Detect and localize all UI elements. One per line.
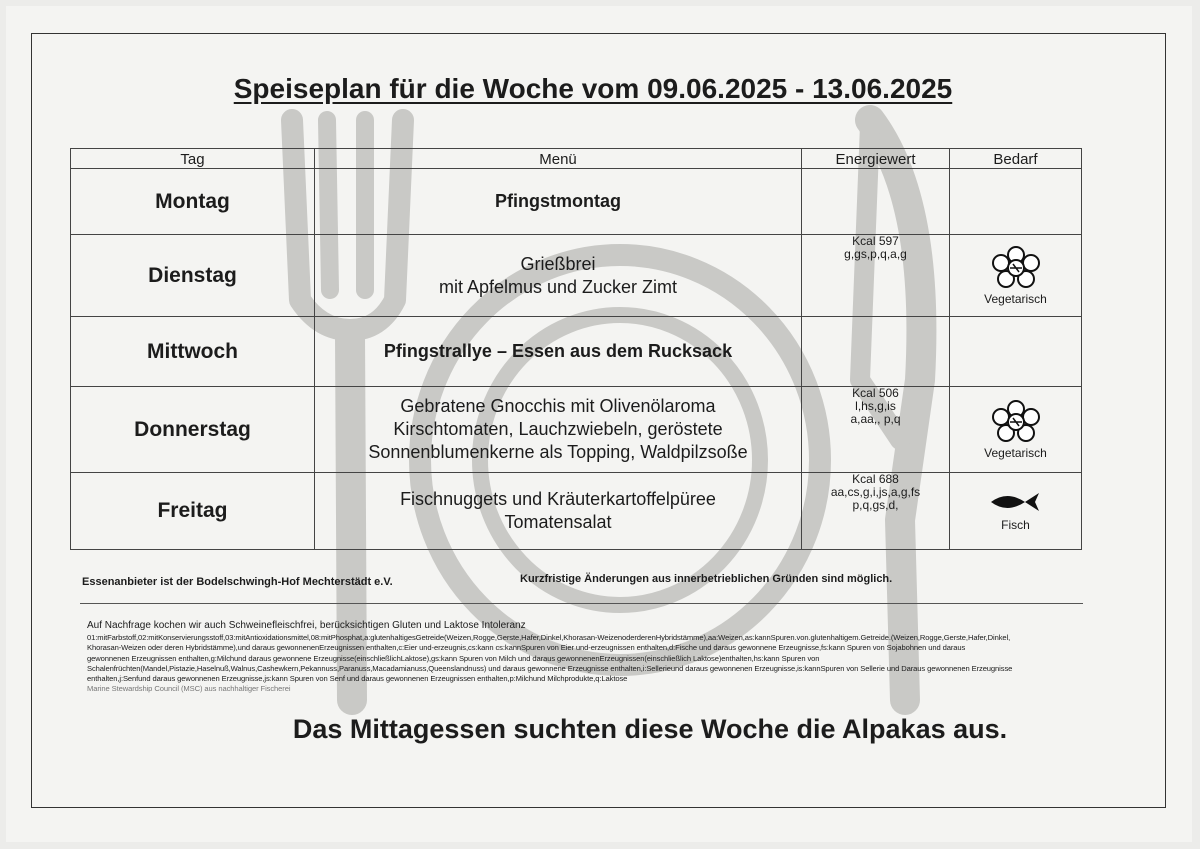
menu-cell xyxy=(315,387,802,473)
menu-line: Fischnuggets und Kräuterkartoffelpüree xyxy=(400,489,716,509)
menu-cell xyxy=(315,317,802,387)
day-cell: Dienstag xyxy=(71,235,315,317)
table-row xyxy=(71,387,1082,473)
table-row xyxy=(71,473,1082,550)
msc-note: Marine Stewardship Council (MSC) aus nachhaltiger Fischerei xyxy=(87,684,291,694)
announcement: Das Mittagessen suchten diese Woche die Alpakas aus. xyxy=(292,714,1008,744)
energy-cell xyxy=(802,169,950,235)
day-cell: Mittwoch xyxy=(71,317,315,387)
need-label: Vegetarisch xyxy=(984,445,1047,460)
menu-cell xyxy=(315,473,802,550)
diet-request-note: Auf Nachfrage kochen wir auch Schweinefleischfrei, berücksichtigen Gluten und Laktose Intoleranz xyxy=(87,620,526,631)
kcal-value: Kcal 506 xyxy=(852,386,899,400)
legend-line: Schalenfrüchten(Mandel,Pistazie,Haselnuß,Walnus,Cashewkern,Pekannuss,Paranuss,Macadamianuss,Queenslandnuss) und daraus gewonnene Erzeugnisse enthalten,i:Sellerieund daraus gewonnenen Erzeugnisse,is:kannSpuren von Sellerie und Daraus gewonnenen Erzeugnisse xyxy=(87,663,1013,673)
energy-cell xyxy=(802,387,950,473)
allergen-codes: aa,cs,g,i,js,a,g,fs xyxy=(830,485,921,499)
need-label: Vegetarisch xyxy=(984,291,1047,306)
day-cell: Montag xyxy=(71,169,315,235)
flower-icon xyxy=(991,246,1041,288)
allergen-codes: l,hs,g,is xyxy=(855,399,896,413)
energy-cell xyxy=(802,317,950,387)
legend-line: gewonnenen Erzeugnissen enthalten,g:Milchund daraus gewonnene Erzeugnisse(einschließlichLaktose),gs:kann Spuren von Milch und daraus gewonnenenErzeugnissen(einschließlich Laktose)enthalten,hs:kann Spuren von xyxy=(87,653,820,663)
kcal-value: Kcal 597 xyxy=(852,234,899,248)
need-cell xyxy=(950,473,1082,550)
menu-line: mit Apfelmus und Zucker Zimt xyxy=(438,276,678,297)
legend-line: enthalten,j:Senfund daraus gewonnenen Erzeugnisse,js:kann Spuren von Senf und daraus gewonnenen Erzeugnissen enthalten,p:Milchund Milchprodukte,q:Laktose xyxy=(87,674,628,684)
menu-line: Sonnenblumenkerne als Topping, Waldpilzsoße xyxy=(368,442,748,462)
table-header-row xyxy=(71,149,1082,169)
allergen-codes: g,gs,p,q,a,g xyxy=(844,247,907,261)
menu-line: Pfingstmontag xyxy=(495,191,621,211)
energy-cell xyxy=(802,473,950,550)
menu-cell xyxy=(315,169,802,235)
kcal-value: Kcal 688 xyxy=(852,472,899,486)
allergen-codes: a,aa,, p,q xyxy=(850,412,901,426)
header-need: Bedarf xyxy=(950,149,1082,169)
energy-cell xyxy=(802,235,950,317)
menu-line: Pfingstrallye – Essen aus dem Rucksack xyxy=(383,341,733,361)
day-cell: Freitag xyxy=(71,473,315,550)
day-cell: Donnerstag xyxy=(71,387,315,473)
table-row xyxy=(71,169,1082,235)
table-row xyxy=(71,317,1082,387)
need-cell xyxy=(950,387,1082,473)
need-cell xyxy=(950,235,1082,317)
menu-line: Grießbrei xyxy=(520,253,596,274)
provider-note: Essenanbieter ist der Bodelschwingh-Hof Mechterstädt e.V. xyxy=(82,576,393,588)
need-label: Fisch xyxy=(1001,518,1030,532)
need-cell xyxy=(950,317,1082,387)
flower-icon xyxy=(991,400,1041,442)
allergen-legend xyxy=(87,633,1167,695)
legend-line: 01:mitFarbstoff,02:mitKonservierungsstoff,03:mitAntioxidationsmittel,08:mitPhosphat,a:glutenhaltigesGetreide(Weizen,Rogge,Gerste,Hafer,Dinkel,Khorasan-WeizenoderderenHybridstämme),aa:Weizen,as:kannSpuren.von.glutenhaltigem.Getreide.(Weizen,Rogge,Gerste,Hafer,Dinkel, xyxy=(87,633,1011,642)
legend-line: Khorasan-Weizen oder deren Hybridstämme),und daraus gewonnenenErzeugnissen enthalten,c:Eier und-erzeugnis,cs:kann cs:kannSpuren von Eier und-erzeugnissen enthalten,d:Fische und daraus gewonnene Erzeugnisse,fs:kann Spuren von Sojabohnen und daraus xyxy=(87,643,966,653)
meal-plan-table xyxy=(70,148,1082,550)
menu-line: Tomatensalat xyxy=(504,512,612,532)
menu-line: Gebratene Gnocchis mit Olivenölaroma xyxy=(400,396,716,416)
menu-line: Kirschtomaten, Lauchzwiebeln, geröstete xyxy=(393,419,723,439)
table-row xyxy=(71,235,1082,317)
menu-cell xyxy=(315,235,802,317)
allergen-codes: p,q,gs,d, xyxy=(852,498,899,512)
fish-icon xyxy=(989,490,1043,514)
need-cell xyxy=(950,169,1082,235)
change-notice: Kurzfristige Änderungen aus innerbetrieblichen Gründen sind möglich. xyxy=(520,573,893,585)
header-day: Tag xyxy=(71,149,315,169)
page-title: Speiseplan für die Woche vom 09.06.2025 - 13.06.2025 xyxy=(233,73,953,104)
header-menu: Menü xyxy=(315,149,802,169)
header-energy: Energiewert xyxy=(802,149,950,169)
divider xyxy=(80,603,1083,604)
